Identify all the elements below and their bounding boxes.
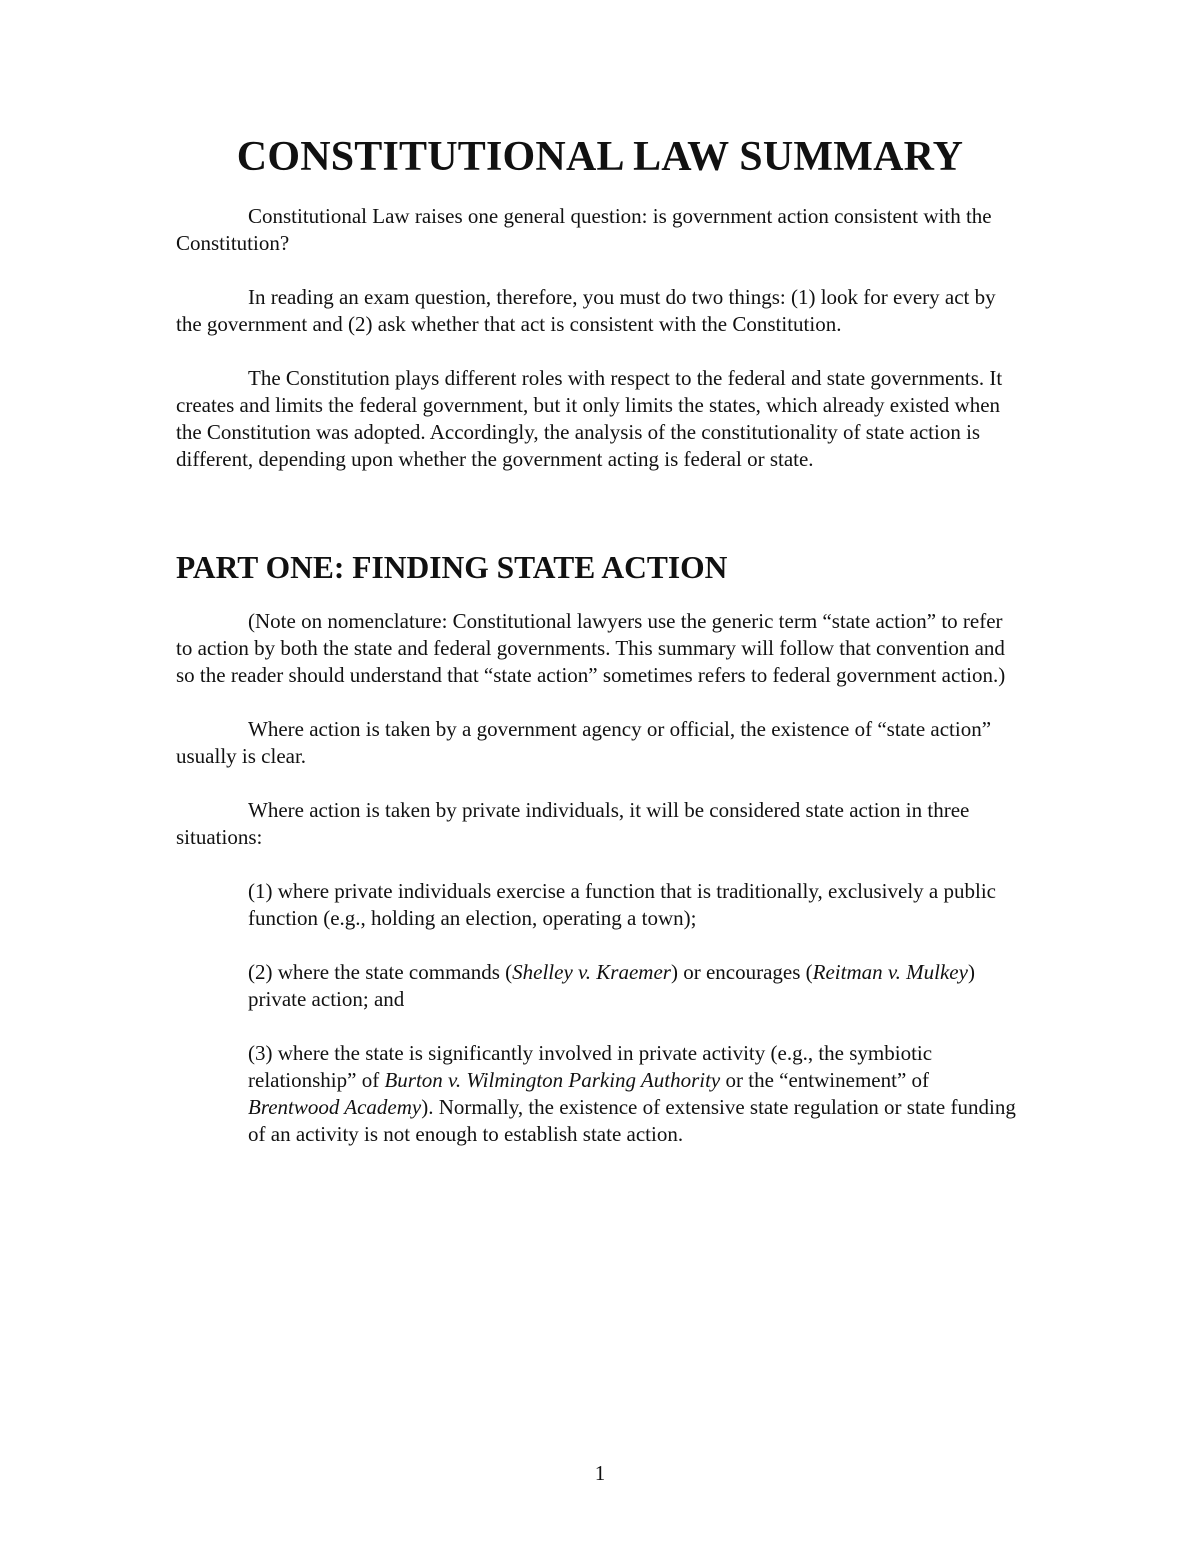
intro-paragraph-federal-state-roles: The Constitution plays different roles with respect to the federal and state governments. It creates and limits the federal government, but it only limits the states, which already existed when the Constitution was adopted. Accordingly, the analysis of the constitutionality of state action is different, depending upon whether the government acting is federal or state. [176, 366, 1003, 471]
part-one-heading: PART ONE: FINDING STATE ACTION [176, 550, 728, 585]
document-title: CONSTITUTIONAL LAW SUMMARY [236, 134, 964, 180]
situation-3-text-c: ). Normally, the existence of extensive state regulation or state funding of an activity is not enough to establish state action. [248, 1095, 1016, 1146]
situation-2-text-b: ) or encourages ( [670, 960, 813, 984]
situation-public-function: (1) where private individuals exercise a function that is traditionally, exclusively a public function (e.g., holding an election, operating a town); [248, 879, 996, 930]
case-citation-shelley: Shelley v. Kraemer [512, 960, 671, 984]
case-citation-brentwood: Brentwood Academy [248, 1095, 422, 1119]
nomenclature-note: (Note on nomenclature: Constitutional lawyers use the generic term “state action” to refer to action by both the state and federal governments. This summary will follow that convention and so the reader should understand that “state action” sometimes refers to federal government action.) [176, 609, 1006, 687]
situation-3-text-a: (3) where the state is significantly involved in private activity (e.g., the symbiotic relationship” of [248, 1041, 933, 1092]
situation-3-text-b: or the “entwinement” of [720, 1068, 930, 1092]
situation-2-text-c: ) private action; and [248, 960, 975, 1011]
case-citation-burton: Burton v. Wilmington Parking Authority [384, 1068, 721, 1092]
situation-2-text-a: (2) where the state commands ( [248, 960, 513, 984]
situation-commands-encourages [248, 959, 1024, 1013]
state-action-situations [176, 878, 1024, 1148]
page-number: 1 [594, 1461, 606, 1485]
government-action-paragraph: Where action is taken by a government agency or official, the existence of “state action” usually is clear. [176, 717, 992, 768]
case-citation-reitman: Reitman v. Mulkey [812, 960, 968, 984]
intro-paragraph-exam-method: In reading an exam question, therefore, you must do two things: (1) look for every act by the government and (2) ask whether that act is consistent with the Constitution. [176, 285, 996, 336]
document-body [176, 134, 1024, 1148]
intro-paragraph-general-question: Constitutional Law raises one general question: is government action consistent with the Constitution? [176, 204, 992, 255]
situation-significant-involvement [248, 1040, 1024, 1148]
private-action-paragraph: Where action is taken by private individuals, it will be considered state action in three situations: [176, 798, 970, 849]
